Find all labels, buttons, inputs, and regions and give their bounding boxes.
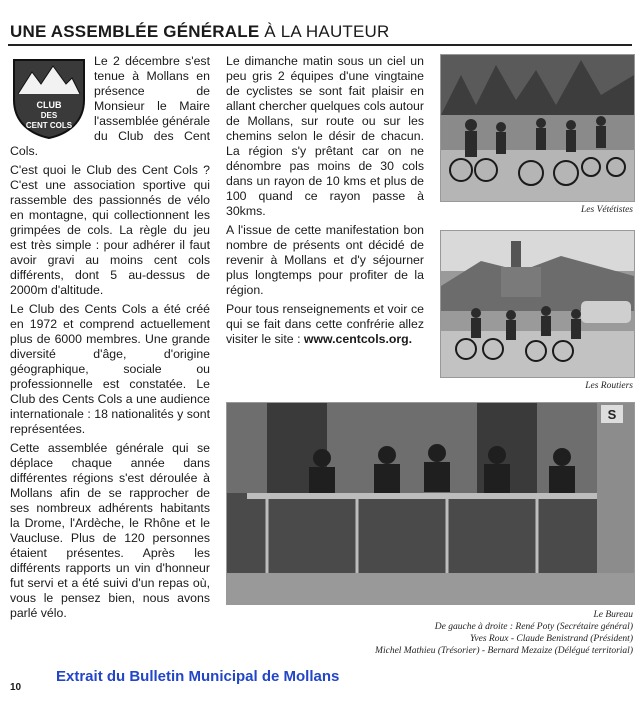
caption-bureau-line2: Yves Roux - Claude Benistrand (Président) <box>470 634 633 644</box>
caption-bureau-line1: De gauche à droite : René Poty (Secrétaire général) <box>434 622 633 632</box>
col2-paragraph-3 <box>226 302 424 347</box>
caption-bureau <box>375 609 633 657</box>
col2-paragraph-1: Le dimanche matin sous un ciel un peu gris 2 équipes d'une vingtaine de cyclistes se sont fait plaisir en allant chercher quelques cols autour de Mollans, sur route ou sur les chemins selon le désir de chacun. La région s'y prêtant car on ne dénombre pas moins de 30 cols dans un rayon de 10 kms et plus de 100 quand ce rayon passe à 30kms. <box>226 54 424 218</box>
source-extract-label: Extrait du Bulletin Municipal de Mollans <box>56 668 340 685</box>
col1-paragraph-1: Le 2 décembre s'est tenue à Mollans en présence de Monsieur le Maire l'assemblée générale du Club des Cent Cols. <box>10 54 210 158</box>
text-column-2 <box>226 54 424 351</box>
photo-bureau <box>226 402 635 605</box>
headline-bold: UNE ASSEMBLÉE GÉNÉRALE <box>10 22 260 41</box>
wall-sign: S <box>607 407 617 422</box>
caption-vetetistes: Les Vététistes <box>581 205 633 215</box>
col2-paragraph-2: A l'issue de cette manifestation bon nombre de présents ont décidé de revenir à Mollans et d'y séjourner plus longtemps pour profiter de la région. <box>226 223 424 297</box>
headline-light: À LA HAUTEUR <box>264 22 390 41</box>
caption-bureau-title: Le Bureau <box>593 610 633 620</box>
logo-line1: CLUB <box>36 100 62 110</box>
photo-routiers <box>440 230 635 378</box>
col2-paragraph-3-text: Pour tous renseignements et voir ce qui se fait dans cette confrérie allez visiter le site : <box>226 302 424 346</box>
website-link[interactable]: www.centcols.org. <box>303 332 413 346</box>
col1-paragraph-4: Cette assemblée générale qui se déplace chaque année dans différentes régions s'est déroulée à Mollans afin de se rapprocher de ses nombreux adhérents habitants la Drome, l'Ardèche, le Rhône et le Vaucluse. Plus de 120 personnes étaient présentes. Après les différents rapports un vin d'honneur fut servi et a été suivi d'un repas où, vous le pensez bien, nous avons parlé vélo. <box>10 441 210 620</box>
col1-paragraph-3: Le Club des Cents Cols a été créé en 1972 et comprend actuellement plus de 6000 membres. Une grande diversité d'âge, d'origine géographique, sociale ou professionnelle est constatée. Le Club des Cents Cols a une audience internationale : 18 nationalités y sont représentées. <box>10 302 210 436</box>
text-column-1 <box>10 54 210 625</box>
photo-vetetistes <box>440 54 635 202</box>
article-headline <box>10 22 390 42</box>
headline-rule <box>8 44 632 46</box>
club-cent-cols-logo <box>10 54 88 140</box>
caption-bureau-line3: Michel Mathieu (Trésorier) - Bernard Mezaize (Délégué territorial) <box>375 646 633 656</box>
page-number: 10 <box>10 682 22 693</box>
caption-routiers: Les Routiers <box>585 381 633 391</box>
logo-line3: CENT COLS <box>25 121 73 130</box>
col1-paragraph-2: C'est quoi le Club des Cent Cols ? C'est une association sportive qui rassemble des passionnés de vélo en montagne, qui collectionnent les grimpées de cols. La règle du jeu est très simple : pour adhérer il faut avoir gravi au moins cent cols différents, dont 5 au-dessus de 2000m d'altitude. <box>10 163 210 297</box>
logo-line2: DES <box>40 111 58 120</box>
